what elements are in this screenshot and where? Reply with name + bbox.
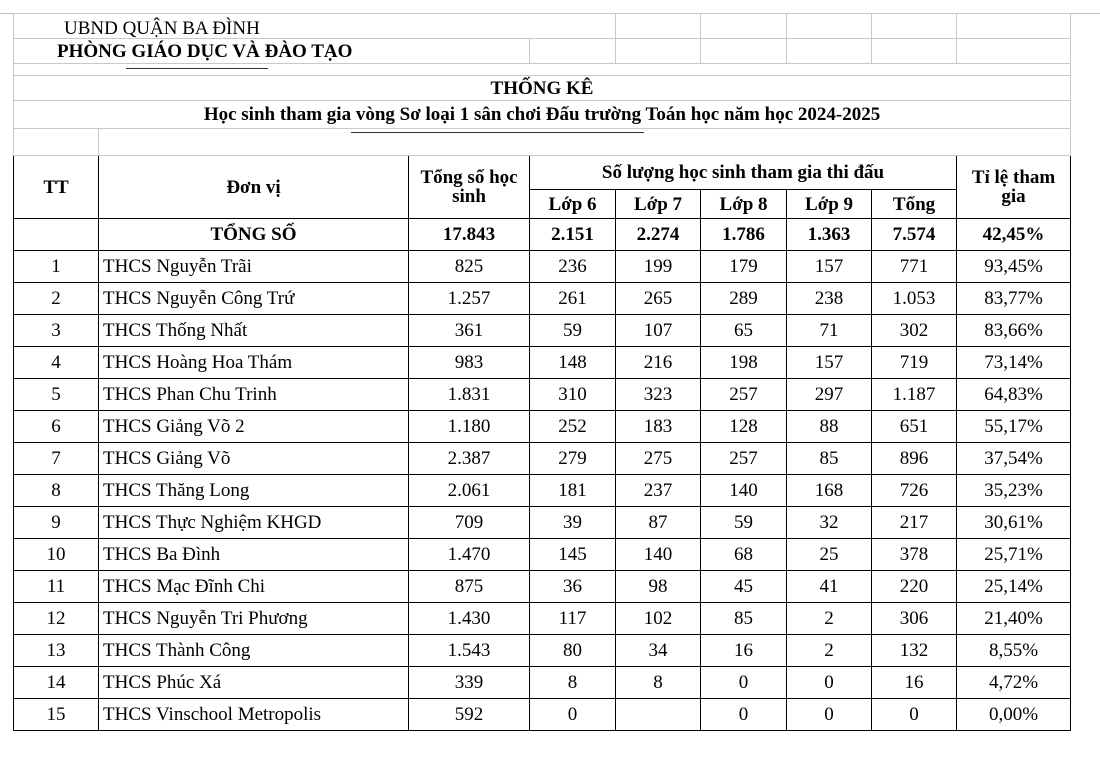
report-subtitle: Học sinh tham gia vòng Sơ loại 1 sân chơi Đấu trường Toán học năm học 2024-2025 [14,101,1071,129]
table-row [14,603,1071,635]
table-row [14,699,1071,731]
row-grade8: 257 [701,443,787,475]
row-grade9: 0 [787,699,872,731]
org-line-2: PHÒNG GIÁO DỤC VÀ ĐÀO TẠO [57,40,353,62]
row-rate: 4,72% [957,667,1071,699]
row-grade6: 117 [530,603,616,635]
row-grade8: 289 [701,283,787,315]
col-header-grade9: Lớp 9 [787,190,872,219]
row-unit: THCS Vinschool Metropolis [99,699,409,731]
row-rate: 25,71% [957,539,1071,571]
row-rate: 8,55% [957,635,1071,667]
table-row [14,379,1071,411]
row-total: 132 [872,635,957,667]
table-row [14,347,1071,379]
subtitle-underline [351,132,644,133]
row-tt: 13 [14,635,99,667]
row-tt: 5 [14,379,99,411]
row-total-students: 1.543 [409,635,530,667]
row-total: 217 [872,507,957,539]
row-grade9: 297 [787,379,872,411]
row-grade9: 0 [787,667,872,699]
row-rate: 30,61% [957,507,1071,539]
row-unit: THCS Nguyễn Tri Phương [99,603,409,635]
row-grade9: 32 [787,507,872,539]
row-unit: THCS Nguyễn Trãi [99,251,409,283]
row-grade7: 275 [616,443,701,475]
row-tt: 9 [14,507,99,539]
col-header-participants-group: Số lượng học sinh tham gia thi đấu [530,156,957,190]
row-rate: 35,23% [957,475,1071,507]
row-grade6: 261 [530,283,616,315]
row-grade7: 107 [616,315,701,347]
row-grade7: 87 [616,507,701,539]
row-unit: THCS Ba Đình [99,539,409,571]
table-row [14,571,1071,603]
subtitle-underline-cell [99,129,1071,156]
row-grade6: 8 [530,667,616,699]
row-grade8: 45 [701,571,787,603]
table-row [14,283,1071,315]
row-grade8: 0 [701,667,787,699]
row-grade7: 183 [616,411,701,443]
row-grade7: 140 [616,539,701,571]
org-underline [126,68,268,69]
row-total-students: 2.061 [409,475,530,507]
row-grade9: 2 [787,603,872,635]
summary-grade8: 1.786 [701,219,787,251]
table-row [14,475,1071,507]
row-unit: THCS Nguyễn Công Trứ [99,283,409,315]
row-unit: THCS Thống Nhất [99,315,409,347]
row-grade9: 2 [787,635,872,667]
row-rate: 21,40% [957,603,1071,635]
row-rate: 73,14% [957,347,1071,379]
row-total: 1.187 [872,379,957,411]
row-tt: 7 [14,443,99,475]
row-unit: THCS Thành Công [99,635,409,667]
row-total-students: 875 [409,571,530,603]
row-tt: 11 [14,571,99,603]
summary-total: 7.574 [872,219,957,251]
row-rate: 37,54% [957,443,1071,475]
col-header-tt: TT [14,156,99,219]
row-grade6: 80 [530,635,616,667]
row-unit: THCS Phúc Xá [99,667,409,699]
row-tt: 2 [14,283,99,315]
row-grade6: 236 [530,251,616,283]
row-grade6: 252 [530,411,616,443]
row-grade6: 0 [530,699,616,731]
table-row [14,315,1071,347]
row-grade7: 199 [616,251,701,283]
row-unit: THCS Mạc Đĩnh Chi [99,571,409,603]
row-grade8: 65 [701,315,787,347]
row-grade8: 0 [701,699,787,731]
col-header-total-students: Tổng số học sinh [409,156,530,219]
table-row [14,443,1071,475]
row-grade7: 237 [616,475,701,507]
row-tt: 10 [14,539,99,571]
row-total-students: 1.180 [409,411,530,443]
row-grade6: 145 [530,539,616,571]
table-row [14,539,1071,571]
row-grade9: 71 [787,315,872,347]
row-grade9: 168 [787,475,872,507]
row-grade9: 85 [787,443,872,475]
row-unit: THCS Thực Nghiệm KHGD [99,507,409,539]
row-grade8: 16 [701,635,787,667]
row-grade9: 157 [787,347,872,379]
row-tt: 14 [14,667,99,699]
org-underline-cell [14,64,1071,76]
row-unit: THCS Giảng Võ [99,443,409,475]
row-rate: 64,83% [957,379,1071,411]
row-grade6: 181 [530,475,616,507]
row-grade7 [616,699,701,731]
row-tt: 12 [14,603,99,635]
summary-grade7: 2.274 [616,219,701,251]
row-total: 16 [872,667,957,699]
row-grade9: 25 [787,539,872,571]
summary-total-students: 17.843 [409,219,530,251]
row-tt: 3 [14,315,99,347]
row-grade8: 198 [701,347,787,379]
row-total-students: 592 [409,699,530,731]
row-grade9: 41 [787,571,872,603]
row-grade9: 238 [787,283,872,315]
table-row [14,667,1071,699]
row-tt: 4 [14,347,99,379]
row-total: 306 [872,603,957,635]
row-unit: THCS Thăng Long [99,475,409,507]
row-total: 896 [872,443,957,475]
row-total-students: 983 [409,347,530,379]
row-total-students: 1.430 [409,603,530,635]
row-total-students: 2.387 [409,443,530,475]
statistics-table [13,13,1071,731]
row-total: 1.053 [872,283,957,315]
row-tt: 1 [14,251,99,283]
row-rate: 25,14% [957,571,1071,603]
row-rate: 55,17% [957,411,1071,443]
row-grade8: 68 [701,539,787,571]
row-total: 302 [872,315,957,347]
row-grade6: 36 [530,571,616,603]
table-row [14,507,1071,539]
row-total: 719 [872,347,957,379]
report-title: THỐNG KÊ [14,76,1071,101]
row-grade7: 323 [616,379,701,411]
row-grade6: 310 [530,379,616,411]
org-line-1: UBND QUẬN BA ĐÌNH [64,17,260,39]
summary-grade9: 1.363 [787,219,872,251]
summary-rate: 42,45% [957,219,1071,251]
row-total: 771 [872,251,957,283]
row-grade9: 157 [787,251,872,283]
row-grade7: 265 [616,283,701,315]
summary-label: TỔNG SỐ [99,219,409,251]
row-total-students: 339 [409,667,530,699]
row-grade8: 59 [701,507,787,539]
row-total: 378 [872,539,957,571]
row-grade9: 88 [787,411,872,443]
row-total: 0 [872,699,957,731]
row-total-students: 1.470 [409,539,530,571]
row-grade6: 59 [530,315,616,347]
row-rate: 83,66% [957,315,1071,347]
row-tt: 8 [14,475,99,507]
col-header-unit: Đơn vị [99,156,409,219]
row-total-students: 825 [409,251,530,283]
col-header-total: Tổng [872,190,957,219]
col-header-grade8: Lớp 8 [701,190,787,219]
row-rate: 0,00% [957,699,1071,731]
row-grade7: 34 [616,635,701,667]
table-row [14,251,1071,283]
row-total: 220 [872,571,957,603]
row-unit: THCS Phan Chu Trinh [99,379,409,411]
table-row [14,411,1071,443]
row-grade8: 85 [701,603,787,635]
row-grade8: 257 [701,379,787,411]
row-grade6: 279 [530,443,616,475]
org-line-2-cell [14,39,530,64]
data-rows [14,251,1071,731]
row-tt: 15 [14,699,99,731]
summary-grade6: 2.151 [530,219,616,251]
row-grade7: 102 [616,603,701,635]
row-grade8: 140 [701,475,787,507]
row-grade8: 128 [701,411,787,443]
summary-row [14,219,1071,251]
row-unit: THCS Hoàng Hoa Thám [99,347,409,379]
row-grade7: 98 [616,571,701,603]
row-total-students: 709 [409,507,530,539]
col-header-grade7: Lớp 7 [616,190,701,219]
row-total: 651 [872,411,957,443]
row-grade6: 39 [530,507,616,539]
row-grade7: 216 [616,347,701,379]
row-total-students: 1.831 [409,379,530,411]
row-grade7: 8 [616,667,701,699]
row-unit: THCS Giảng Võ 2 [99,411,409,443]
row-total: 726 [872,475,957,507]
org-line-1-cell [14,14,530,39]
table-row [14,635,1071,667]
row-rate: 83,77% [957,283,1071,315]
col-header-rate: Tỉ lệ tham gia [957,156,1071,219]
col-header-grade6: Lớp 6 [530,190,616,219]
row-tt: 6 [14,411,99,443]
row-rate: 93,45% [957,251,1071,283]
row-grade8: 179 [701,251,787,283]
row-total-students: 1.257 [409,283,530,315]
row-grade6: 148 [530,347,616,379]
row-total-students: 361 [409,315,530,347]
